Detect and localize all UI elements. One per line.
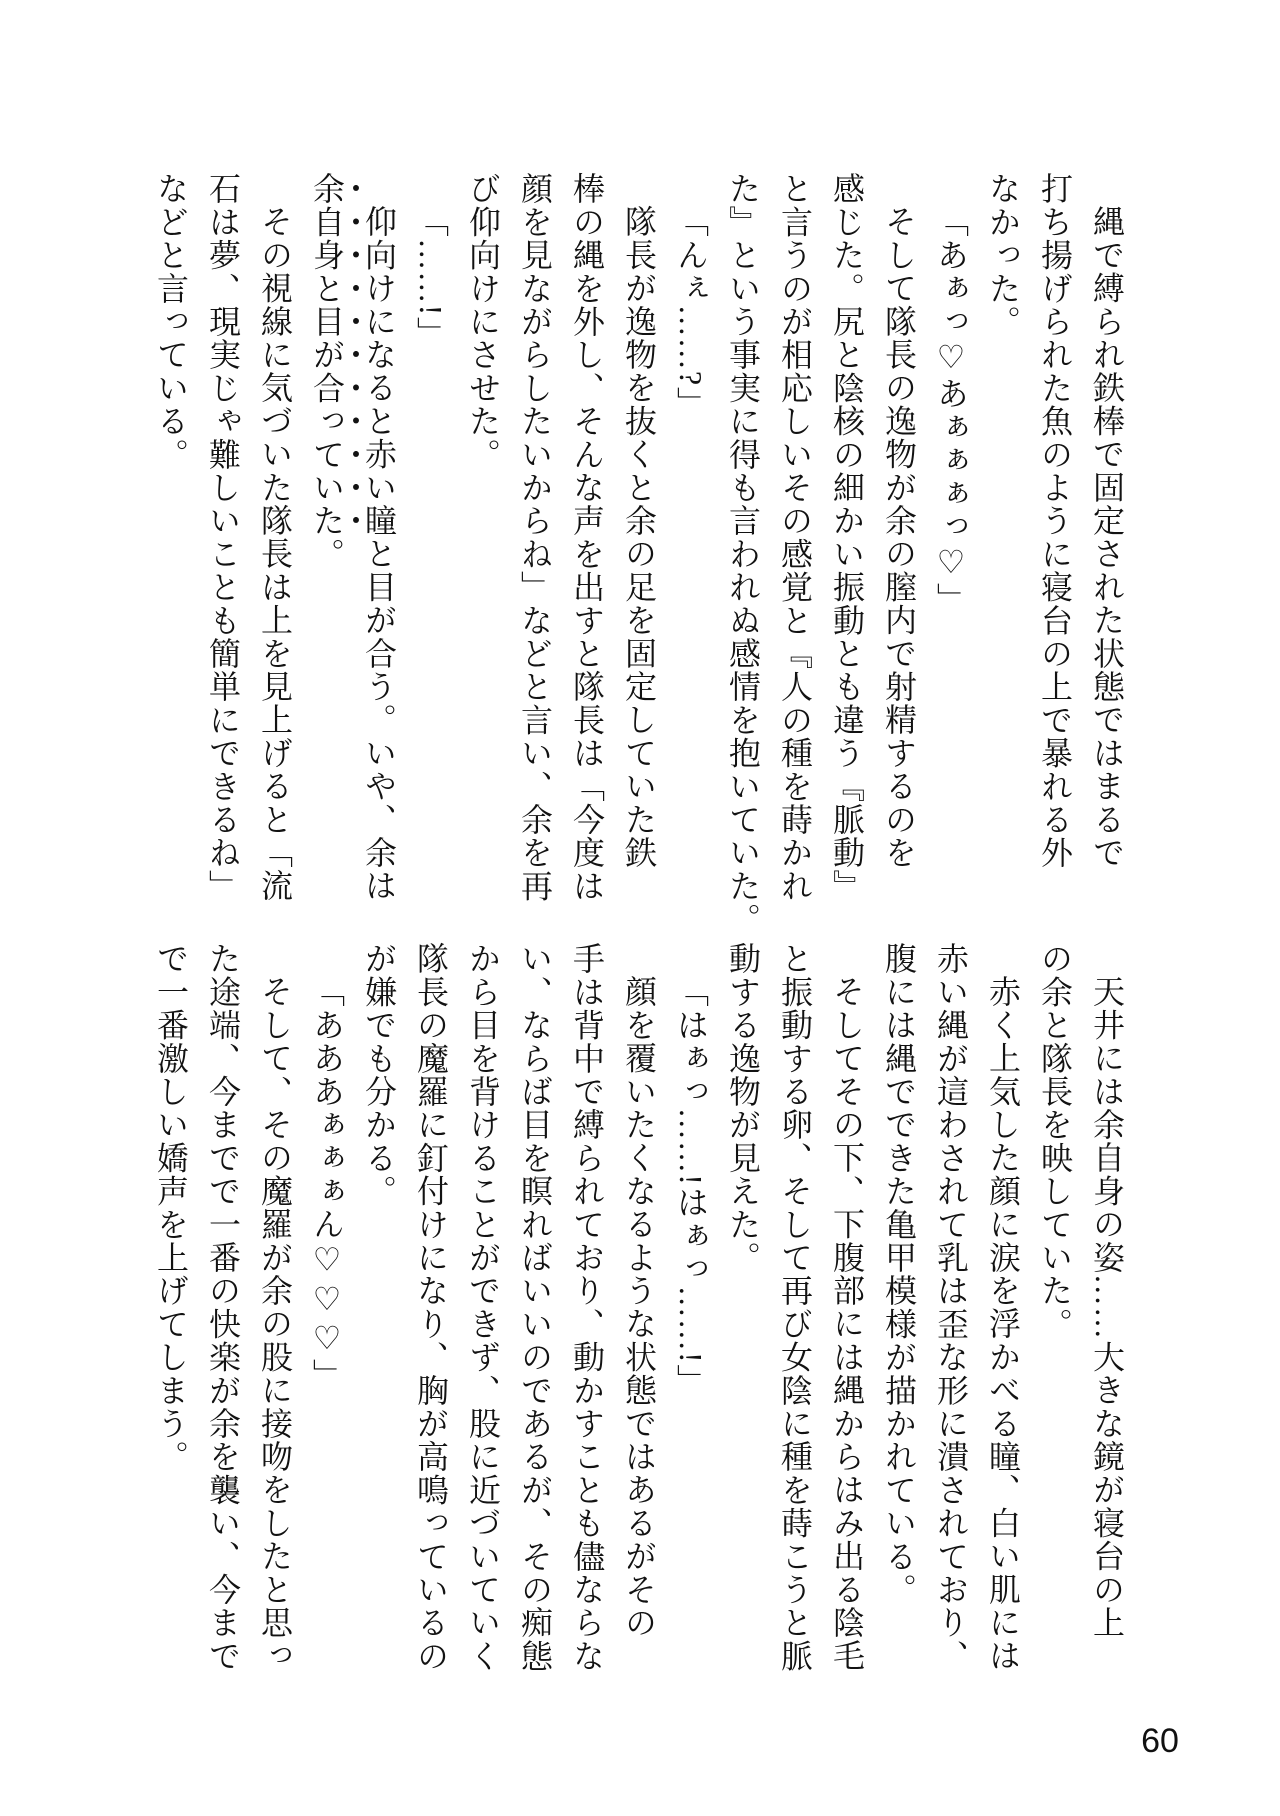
- text-line: 天井には余自身の姿……大きな鏡が寝台の上: [1089, 975, 1125, 1639]
- text-line: た途端、今までで一番の快楽が余を襲い、今まで: [205, 942, 241, 1673]
- text-line: なかった。: [985, 172, 1021, 338]
- text-line: 赤く上気した顔に涙を浮かべる瞳、白い肌には: [985, 975, 1021, 1673]
- text-line: の余と隊長を映していた。: [1037, 942, 1073, 1341]
- text-line: 棒の縄を外し、そんな声を出すと隊長は「今度は: [569, 172, 605, 903]
- text-line: 打ち揚げられた魚のように寝台の上で暴れる外: [1037, 172, 1073, 870]
- text-line: 顔を見ながらしたいからね」などと言い、余を再: [517, 172, 553, 903]
- text-line: などと言っている。: [153, 172, 189, 471]
- text-line: そして隊長の逸物が余の膣内で射精するのを: [881, 205, 917, 869]
- text-line: 「あああぁぁぁん♡♡♡」: [309, 975, 345, 1392]
- text-line: 仰向けになると赤い瞳と目が合う。いや、余は: [361, 205, 397, 903]
- text-line: そして、その魔羅が余の股に接吻をしたと思っ: [257, 975, 293, 1673]
- text-line: 隊長の魔羅に釘付けになり、胸が高鳴っているの: [413, 942, 449, 1673]
- text-line: 「あぁっ♡あぁぁぁっ♡」: [933, 205, 969, 616]
- text-line: が嫌でも分かる。: [361, 942, 397, 1208]
- text-line: その視線に気づいた隊長は上を見上げると「流: [257, 205, 293, 903]
- text-line: 感じた。尻と陰核の細かい振動とも違う『脈動』: [829, 172, 865, 903]
- text-line: で一番激しい嬌声を上げてしまう。: [153, 942, 189, 1474]
- text-line: 隊長が逸物を抜くと余の足を固定していた鉄: [621, 205, 657, 870]
- text-line: 余自身と目が合っていた。: [309, 172, 345, 571]
- text-line: 手は背中で縛られており、動かすことも儘ならな: [569, 942, 605, 1673]
- text-line: 腹には縄でできた亀甲模様が描かれている。: [881, 942, 917, 1606]
- text-line: 顔を覆いたくなるような状態ではあるがその: [621, 975, 657, 1639]
- text-line: 動する逸物が見えた。: [725, 942, 761, 1274]
- text-line: から目を背けることができず、股に近づいていく: [465, 942, 501, 1673]
- text-line: 「はぁっ……!はぁっ……!」: [673, 975, 709, 1398]
- text-line: 赤い縄が這わされて乳は歪な形に潰されており、: [933, 942, 969, 1673]
- text-line: そしてその下、下腹部には縄からはみ出る陰毛: [829, 975, 865, 1673]
- text-line: 縄で縛られ鉄棒で固定された状態ではまるで: [1089, 205, 1125, 869]
- text-line: び仰向けにさせた。: [465, 172, 501, 471]
- page-number: 60: [1141, 1722, 1179, 1760]
- text-line: い、ならば目を瞑ればいいのであるが、その痴態: [517, 942, 553, 1673]
- text-line: 「……!」: [413, 205, 449, 350]
- text-line: 石は夢、現実じゃ難しいことも簡単にできるね」: [205, 172, 241, 903]
- text-line: と振動する卵、そして再び女陰に種を蒔こうと脈: [777, 942, 813, 1673]
- text-line: た』という事実に得も言われぬ感情を抱いていた。: [725, 172, 761, 936]
- emphasis-dots: ・・・・・・・・・・・: [336, 172, 372, 538]
- text-line: と言うのが相応しいその感覚と『人の種を蒔かれ: [777, 172, 813, 903]
- text-line: 「んぇ……?」: [673, 205, 709, 420]
